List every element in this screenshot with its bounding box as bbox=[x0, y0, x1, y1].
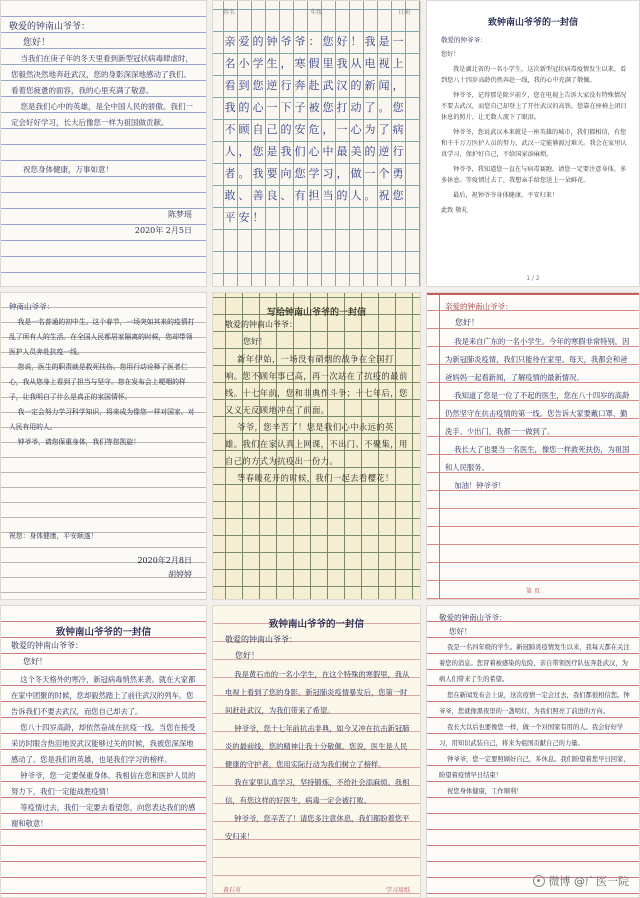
grid-char: 名 bbox=[224, 57, 236, 70]
grid-char: ， bbox=[336, 167, 348, 180]
grid-char: 一 bbox=[336, 123, 348, 136]
letter-1-body: 当我们在庚子年的冬天里看到新型冠状病毒肆虐时，您毅然决然地奔赴武汉，您的身影深深地感动了我们。看着您疲惫的面容，我的心里充满了敬意。 您是我们心中的英雄，是全中国人民的骄傲。我们一定会好好学习，长大后像您一样为祖国做贡献。 bbox=[11, 54, 194, 127]
grid-char: 。 bbox=[364, 189, 376, 202]
letter-7-salutation: 您好！ bbox=[23, 657, 47, 666]
letter-5-body: 新年伊始，一场没有硝烟的战争在全国打响。您不顾年事已高，再一次站在了抗疫的最前线。十七年前，您和非典作斗争；十七年后，您又义无反顾地冲在了前面。 爷爷，您辛苦了！您是我们心中永远的英雄。我们在家认真上网课，不出门、不聚集，用自己的方式为抗疫出一份力。 等春暖花开的时候，我们一起去看樱花！ bbox=[225, 354, 408, 483]
grid-char: 下 bbox=[280, 101, 292, 114]
grid-char: 最 bbox=[336, 145, 348, 158]
letter-9-body: 我是一名四年级的学生。新冠肺炎疫情发生以来，我每天都在关注着您的消息。您冒着被感染的危险，亲自带领医疗队伍奔赴武汉，为病人们带来了生的希望。 您在新闻发布会上说，这次疫情一定会过去，我们都很相信您。钟爷爷，您就像黑夜里的一盏明灯，为我们照亮了前进的方向。 我长大以后也要像您一样，做一个对国家有用的人。我会好好学习，用知识武装自己，将来为祖国贡献自己的力量。 钟爷爷，您一定要照顾好自己，多休息。我们盼望着您早日回家，盼望着疫情早日结束！ 祝您身体健康，工作顺利！ bbox=[439, 644, 630, 795]
letter-4 bbox=[0, 292, 207, 600]
letter-4-greeting: 钟南山爷爷： bbox=[9, 302, 54, 311]
grid-char: 新 bbox=[364, 79, 376, 92]
weibo-watermark-text: 微博 @广医一院 bbox=[548, 875, 629, 888]
grid-char: 担 bbox=[308, 189, 320, 202]
letter-3-salutation: 您好！ bbox=[441, 51, 460, 58]
letter-2-header bbox=[223, 7, 410, 16]
grid-char: 学 bbox=[308, 167, 320, 180]
grid-char: 钟 bbox=[266, 35, 278, 48]
letter-3 bbox=[426, 0, 640, 287]
grid-char: 一 bbox=[266, 101, 278, 114]
grid-char: 视 bbox=[378, 57, 390, 70]
grid-char: 上 bbox=[392, 57, 404, 70]
grid-char: 您 bbox=[252, 145, 264, 158]
grid-char: 危 bbox=[308, 123, 320, 136]
grid-char: 一 bbox=[392, 35, 404, 48]
grid-char: 闻 bbox=[378, 79, 390, 92]
letter-3-footer: 1 / 2 bbox=[526, 275, 540, 282]
grid-char: 您 bbox=[392, 189, 404, 202]
letter-5-salutation: 您好！ bbox=[243, 337, 267, 346]
grid-char: 人 bbox=[224, 145, 236, 158]
grid-char: 武 bbox=[322, 79, 334, 92]
grid-char: 您 bbox=[392, 101, 404, 114]
grid-char: 中 bbox=[322, 145, 334, 158]
grid-char: 做 bbox=[350, 167, 362, 180]
letter-8-salutation: 您好！ bbox=[235, 651, 259, 660]
grid-char: 逆 bbox=[378, 145, 390, 158]
letter-4-signature: 胡婷婷 bbox=[168, 570, 192, 579]
letter-8-footer bbox=[223, 885, 410, 894]
grid-char: 心 bbox=[350, 123, 362, 136]
letter-4-closing: 祝您：身体健康，平安顺遂！ bbox=[9, 532, 98, 540]
grid-char: 爷 bbox=[294, 35, 306, 48]
grid-char: 您 bbox=[322, 101, 334, 114]
grid-char: 个 bbox=[378, 167, 390, 180]
grid-char: 生 bbox=[266, 57, 278, 70]
letter-5 bbox=[212, 292, 421, 600]
grid-char: 善 bbox=[252, 189, 264, 202]
grid-char: 的 bbox=[364, 145, 376, 158]
letter-1-closing: 祝您身体健康，万事如意！ bbox=[23, 165, 113, 174]
grid-char: 是 bbox=[266, 145, 278, 158]
grid-char: 行 bbox=[280, 79, 292, 92]
grid-char: 是 bbox=[378, 35, 390, 48]
letter-8-body: 我是黄石市的一名小学生，在这个特殊的寒假里，我从电视上看到了您的身影。新冠肺炎疫情暴发后，您第一时间赶赴武汉，为我们带来了希望。 钟爷爷，您十七年前抗击非典，如今又冲在抗击新冠肺炎的最前线，您的精神让我十分敬佩。您说，医生是人民健康的守护者，您用实际行动为我们树立了榜样。 我在家里认真学习，坚持锻炼，不给社会添麻烦。我相信，有您这样的好医生，病毒一定会被打败。 钟爷爷，您辛苦了！请您多注意休息，我们都盼着您平安归来！ bbox=[225, 670, 410, 841]
grid-char: 汉 bbox=[336, 79, 348, 92]
letter-3-closing: 此致 敬礼 bbox=[441, 207, 468, 214]
letter-6 bbox=[426, 292, 640, 600]
grid-char: 的 bbox=[336, 189, 348, 202]
letter-2-header-mid: 年级 bbox=[310, 9, 323, 16]
letter-7-title: 致钟南山爷爷的一封信 bbox=[55, 627, 151, 638]
grid-char: 我 bbox=[224, 101, 236, 114]
letter-2-header-left: 姓名 bbox=[223, 9, 236, 16]
grid-char: ： bbox=[308, 35, 320, 48]
letter-6-salutation: 您好！ bbox=[455, 318, 479, 327]
letter-6-page: 第 页 bbox=[526, 588, 540, 595]
letter-2-header-right: 日期 bbox=[397, 9, 410, 16]
grid-char: 了 bbox=[378, 123, 390, 136]
grid-char: 从 bbox=[350, 57, 362, 70]
letter-9 bbox=[426, 605, 640, 898]
grid-char: 安 bbox=[294, 123, 306, 136]
letter-9-greeting: 敬爱的钟南山爷爷： bbox=[439, 613, 507, 622]
letter-1-greeting: 敬爱的钟南山爷爷： bbox=[9, 22, 91, 32]
letter-3-paragraph: 钟爷爷，您说武汉本来就是一座英雄的城市，我们都相信，有您和千千万万医护人员的努力，武汉一定能够渡过难关。我会在家里认真学习，保护好自己，不给国家添麻烦。 bbox=[441, 129, 627, 158]
grid-char: 己 bbox=[266, 123, 278, 136]
grid-char: 心 bbox=[252, 101, 264, 114]
grid-char: 里 bbox=[322, 57, 334, 70]
grid-char: 的 bbox=[252, 35, 264, 48]
letter-8 bbox=[212, 605, 421, 898]
letter-1 bbox=[0, 0, 207, 287]
grid-char: 平 bbox=[224, 211, 236, 224]
grid-char: 您 bbox=[322, 35, 334, 48]
letter-1-signature: 陈梦瑶 bbox=[168, 210, 192, 219]
grid-char: ！ bbox=[252, 211, 264, 224]
grid-char: ， bbox=[392, 79, 404, 92]
letter-9-salutation: 您好！ bbox=[449, 627, 472, 636]
grid-char: 到 bbox=[238, 79, 250, 92]
grid-char: 亲 bbox=[224, 35, 236, 48]
letter-3-paragraph: 钟爷爷，记得那是除夕前夕，您在电视上告诉大家没有特殊情况不要去武汉，而您自己却登上了开往武汉的高铁。您靠在座椅上闭目休息的照片，让无数人流下了眼泪。 bbox=[441, 92, 627, 121]
grid-char: 我 bbox=[336, 57, 348, 70]
grid-char: 勇 bbox=[392, 167, 404, 180]
grid-char: 良 bbox=[266, 189, 278, 202]
grid-char: 行 bbox=[392, 145, 404, 158]
grid-char: 奔 bbox=[294, 79, 306, 92]
grid-char: 不 bbox=[224, 123, 236, 136]
letter-3-title: 致钟南山爷爷的一封信 bbox=[487, 18, 578, 28]
grid-char: 顾 bbox=[238, 123, 250, 136]
letter-3-paragraph: 我是湖北省的一名小学生，这次新型冠状病毒疫情发生以来，看到您八十四岁高龄仍然奔赴一线，我的心中充满了敬佩。 bbox=[441, 66, 627, 84]
grid-char: 人 bbox=[350, 189, 362, 202]
grid-char: 动 bbox=[350, 101, 362, 114]
grid-char: 学 bbox=[252, 57, 264, 70]
letter-5-title: 写给钟南山爷爷的一封信 bbox=[266, 308, 366, 318]
grid-char: 寒 bbox=[294, 57, 306, 70]
grid-char: 美 bbox=[350, 145, 362, 158]
grid-char: 的 bbox=[238, 101, 250, 114]
grid-char: 电 bbox=[364, 57, 376, 70]
letter-8-greeting: 敬爱的钟南山爷爷： bbox=[225, 635, 297, 644]
grid-char: 被 bbox=[308, 101, 320, 114]
grid-char: 。 bbox=[238, 167, 250, 180]
weibo-watermark bbox=[533, 873, 630, 889]
letter-4-date: 2020年2月8日 bbox=[137, 556, 192, 565]
letter-8-footer-left: 黄石市 bbox=[223, 887, 242, 894]
letter-2 bbox=[212, 0, 421, 287]
grid-char: 假 bbox=[308, 57, 320, 70]
grid-char: 祝 bbox=[378, 189, 390, 202]
grid-char: 一 bbox=[364, 167, 376, 180]
weibo-logo-icon bbox=[533, 875, 545, 887]
grid-char: ， bbox=[280, 57, 292, 70]
letter-5-greeting: 敬爱的钟南山爷爷： bbox=[225, 320, 297, 329]
grid-char: 敢 bbox=[224, 189, 236, 202]
grid-char: 赴 bbox=[308, 79, 320, 92]
grid-char: 、 bbox=[280, 189, 292, 202]
grid-char: 的 bbox=[350, 79, 362, 92]
grid-char: 心 bbox=[308, 145, 320, 158]
letter-6-body: 我是来自广东的一名小学生。今年的寒假非常特别，因为新冠肺炎疫情，我们只能待在家里。每天，我都会和爸爸妈妈一起看新闻，了解疫情的最新情况。 我知道了您是一位了不起的医生，您在八十四岁的高龄仍然坚守在抗击疫情的第一线。您告诉大家要戴口罩、勤洗手、少出门，我都一一做到了。 我长大了也要当一名医生，像您一样救死扶伤，为祖国和人民服务。 加油！钟爷爷！ bbox=[445, 337, 630, 490]
letter-4-body: 我是一名普通的初中生。这个春节，一场突如其来的疫情打乱了所有人的生活。在全国人民都居家隔离的时候，您却带领医护人员奔赴抗疫一线。 您说，医生的职责就是救死扶伤。您用行动诠释了医者仁心，我从您身上看到了担当与坚守。您在发布会上哽咽的样子，让我明白了什么是真正的家国情怀。 我一定会努力学习科学知识，将来成为像您一样对国家、对人民有用的人。 钟爷爷，请您保重身体，我们等您凯旋！ bbox=[9, 318, 195, 446]
grid-char: 当 bbox=[322, 189, 334, 202]
letter-1-salutation: 您好！ bbox=[23, 38, 51, 48]
letter-8-footer-right: 学习用纸 bbox=[385, 887, 410, 894]
letter-6-top-rule bbox=[427, 293, 639, 295]
grid-char: 病 bbox=[392, 123, 404, 136]
grid-char: 向 bbox=[280, 167, 292, 180]
grid-char: 您 bbox=[294, 167, 306, 180]
letter-3-paragraph: 最后，祝钟爷爷身体健康，平安归来！ bbox=[453, 192, 559, 199]
grid-char: 、 bbox=[238, 189, 250, 202]
letter-7-greeting: 敬爱的钟南山爷爷： bbox=[11, 641, 83, 650]
letter-7-body: 这个冬天格外的寒冷，新冠病毒悄然来袭。就在大家都在家中团聚的时候，您却毅然踏上了前往武汉的列车。您告诉我们不要去武汉，而您自己却去了。 您八十四岁高龄，却依然奋战在抗疫一线。当您在接受采访时眼含热泪地说武汉能够过关的时候，我被您深深地感动了。您是我们的英雄，也是我们学习的榜样。 钟爷爷，您一定要保重身体。我相信在您和医护人员的努力下，我们一定能战胜疫情！ 等疫情过去，我们一定要去看望您，向您表达我们的感谢和敬意！ bbox=[11, 675, 196, 828]
grid-char: 习 bbox=[322, 167, 334, 180]
grid-char: 的 bbox=[280, 123, 292, 136]
grid-char: 逆 bbox=[266, 79, 278, 92]
letter-8-title: 致钟南山爷爷的一封信 bbox=[268, 619, 364, 630]
grid-char: 有 bbox=[294, 189, 306, 202]
grid-char: ， bbox=[322, 123, 334, 136]
grid-char: 我 bbox=[364, 35, 376, 48]
letter-1-date: 2020年 2月5日 bbox=[134, 226, 192, 235]
grid-char: 安 bbox=[238, 211, 250, 224]
grid-char: 子 bbox=[294, 101, 306, 114]
grid-char: 我 bbox=[252, 167, 264, 180]
grid-char: ， bbox=[238, 145, 250, 158]
grid-char: 。 bbox=[378, 101, 390, 114]
letter-2-grid-text bbox=[223, 31, 405, 229]
grid-char: 打 bbox=[336, 101, 348, 114]
grid-char: 好 bbox=[336, 35, 348, 48]
letter-3-greeting: 敬爱的钟爷爷： bbox=[441, 36, 487, 44]
grid-char: 为 bbox=[364, 123, 376, 136]
grid-char: 者 bbox=[224, 167, 236, 180]
grid-char: 看 bbox=[224, 79, 236, 92]
letter-6-greeting: 亲爱的钟南山爷爷： bbox=[445, 302, 513, 311]
grid-char: 自 bbox=[252, 123, 264, 136]
letter-3-paragraph: 钟爷爷，我知道您一直在与病毒赛跑，请您一定要注意身体，多多休息。等疫情过去了，我想亲手给您送上一朵鲜花。 bbox=[441, 166, 627, 184]
grid-char: 爱 bbox=[238, 35, 250, 48]
grid-char: 们 bbox=[294, 145, 306, 158]
letter-3-body bbox=[441, 49, 627, 269]
grid-char: 爷 bbox=[280, 35, 292, 48]
grid-char: 要 bbox=[266, 167, 278, 180]
grid-char: 您 bbox=[252, 79, 264, 92]
grid-char: 我 bbox=[280, 145, 292, 158]
grid-char: ！ bbox=[350, 35, 362, 48]
grid-char: 小 bbox=[238, 57, 250, 70]
letter-7 bbox=[0, 605, 207, 898]
grid-char: 了 bbox=[364, 101, 376, 114]
